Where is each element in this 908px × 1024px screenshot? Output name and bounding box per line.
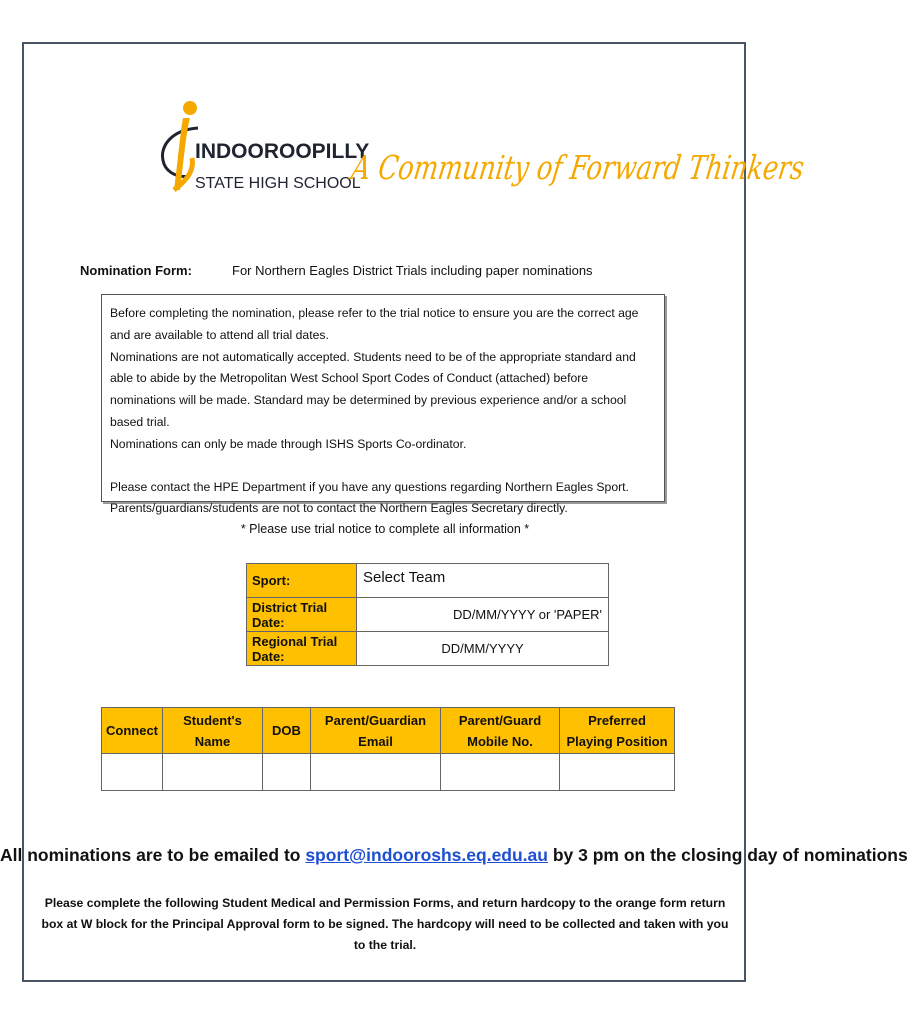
district-trial-date-field[interactable]: DD/MM/YYYY or 'PAPER' [357, 598, 609, 632]
sport-label: Sport: [247, 564, 357, 598]
school-subtitle: STATE HIGH SCHOOL [195, 175, 361, 192]
column-header-student-name: Student's Name [163, 708, 263, 754]
notice-box [101, 294, 665, 516]
position-cell[interactable] [560, 754, 675, 791]
email-suffix: by 3 pm on the closing day of nominations [547, 845, 908, 865]
email-link[interactable]: sport@indooroshs.eq.edu.au [305, 845, 548, 865]
column-header-email: Parent/Guardian Email [311, 708, 441, 754]
regional-trial-date-field[interactable]: DD/MM/YYYY [357, 632, 609, 666]
table-row [247, 632, 609, 666]
mobile-cell[interactable] [441, 754, 560, 791]
connect-cell[interactable] [102, 754, 163, 791]
nomination-label: Nomination Form: [80, 263, 192, 278]
school-name: INDOOROOPILLY [195, 140, 370, 163]
table-row [247, 598, 609, 632]
table-header-row [102, 708, 675, 754]
table-row [102, 754, 675, 791]
notice-paragraph: Nominations are not automatically accepted. Students need to be of the appropriate standard and able to abide by the Metropolitan West School Sport Codes of Conduct (attached) before nominations will be made. Standard may be determined by previous experience and/or a school based trial. [110, 349, 636, 429]
notice-paragraph: Nominations can only be made through ISHS Sports Co-ordinator. [110, 436, 467, 451]
email-cell[interactable] [311, 754, 441, 791]
email-prefix: All nominations are to be emailed to [0, 845, 306, 865]
column-header-position: Preferred Playing Position [560, 708, 675, 754]
school-tagline: A Community of Forward Thinkers [349, 148, 807, 187]
column-header-mobile: Parent/Guard Mobile No. [441, 708, 560, 754]
student-name-cell[interactable] [163, 754, 263, 791]
regional-trial-label: Regional Trial Date: [247, 632, 357, 666]
email-instruction [0, 845, 908, 866]
nomination-value: For Northern Eagles District Trials including paper nominations [232, 263, 593, 278]
student-details-table [101, 707, 675, 791]
table-row [247, 564, 609, 598]
district-trial-label: District Trial Date: [247, 598, 357, 632]
trial-details-table [246, 563, 609, 666]
notice-paragraph: Parents/guardians/students are not to contact the Northern Eagles Secretary directly. [110, 501, 568, 516]
column-header-dob: DOB [263, 708, 311, 754]
column-header-connect: Connect [102, 708, 163, 754]
dob-cell[interactable] [263, 754, 311, 791]
sport-select[interactable]: Select Team [357, 564, 609, 598]
notice-paragraph: Please contact the HPE Department if you have any questions regarding Northern Eagles Sport. [110, 479, 629, 494]
instruction-note: * Please use trial notice to complete all information * [240, 522, 530, 536]
notice-paragraph: Before completing the nomination, please refer to the trial notice to ensure you are the correct age and are available to attend all trial dates. [110, 306, 639, 342]
forms-instruction: Please complete the following Student Medical and Permission Forms, and return hardcopy to the orange form return box at W block for the Principal Approval form to be signed. The hardcopy will need to be collected and taken with you to the trial. [41, 896, 729, 952]
